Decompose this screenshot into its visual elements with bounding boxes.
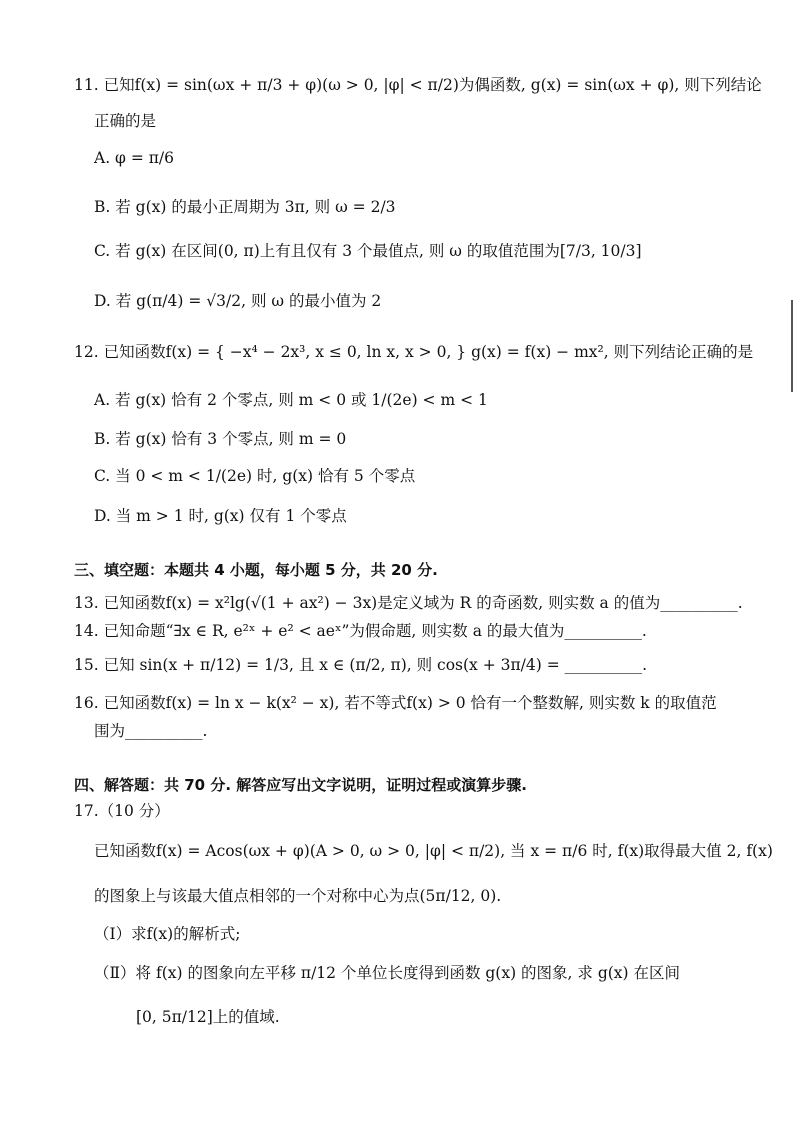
q12-stem: 12. 已知函数f(x) = { −x⁴ − 2x³, x ≤ 0, ln x, x > 0, } g(x) = f(x) − mx², 则下列结论正确的是 — [74, 343, 754, 361]
q12-option-c: C. 当 0 < m < 1/(2e) 时, g(x) 恰有 5 个零点 — [94, 467, 416, 485]
section-3-title: 三、填空题：本题共 4 小题，每小题 5 分，共 20 分. — [74, 561, 438, 579]
q15: 15. 已知 sin(x + π/12) = 1/3, 且 x ∈ (π/2, π), 则 cos(x + 3π/4) = __________. — [74, 656, 648, 674]
q14: 14. 已知命题“∃x ∈ R, e²ˣ + e² < aeˣ”为假命题, 则实数 a 的最大值为__________. — [74, 622, 647, 640]
q12-option-b: B. 若 g(x) 恰有 3 个零点, 则 m = 0 — [94, 430, 347, 448]
q11-stem: 11. 已知f(x) = sin(ωx + π/3 + φ)(ω > 0, |φ| < π/2)为偶函数, g(x) = sin(ωx + φ), 则下列结论 — [74, 76, 762, 94]
q16: 16. 已知函数f(x) = ln x − k(x² − x), 若不等式f(x) > 0 恰有一个整数解, 则实数 k 的取值范 — [74, 694, 717, 712]
q11-option-d: D. 若 g(π/4) = √3/2, 则 ω 的最小值为 2 — [94, 292, 382, 310]
q13: 13. 已知函数f(x) = x²lg(√(1 + ax²) − 3x)是定义域为 R 的奇函数, 则实数 a 的值为__________. — [74, 594, 743, 612]
q11-stem-cont: 正确的是 — [94, 112, 157, 130]
q17-part2: （Ⅱ）将 f(x) 的图象向左平移 π/12 个单位长度得到函数 g(x) 的图象, 求 g(x) 在区间 — [94, 964, 681, 982]
section-4-title: 四、解答题：共 70 分. 解答应写出文字说明，证明过程或演算步骤. — [74, 776, 527, 794]
scan-edge-mark — [791, 300, 793, 392]
q11-option-c: C. 若 g(x) 在区间(0, π)上有且仅有 3 个最值点, 则 ω 的取值范围为[7/3, 10/3] — [94, 242, 642, 260]
q12-option-d: D. 当 m > 1 时, g(x) 仅有 1 个零点 — [94, 507, 347, 525]
q11-option-a: A. φ = π/6 — [94, 149, 175, 167]
q17-part1: （Ⅰ）求f(x)的解析式; — [94, 925, 241, 943]
q11-option-b: B. 若 g(x) 的最小正周期为 3π, 则 ω = 2/3 — [94, 198, 396, 216]
q17-line1: 已知函数f(x) = Acos(ωx + φ)(A > 0, ω > 0, |φ| < π/2), 当 x = π/6 时, f(x)取得最大值 2, f(x) — [94, 842, 773, 860]
q17-line2: 的图象上与该最大值点相邻的一个对称中心为点(5π/12, 0). — [94, 887, 502, 905]
q17-header: 17.（10 分） — [74, 802, 170, 820]
q16-cont: 围为__________. — [94, 722, 208, 740]
q17-part2-cont: [0, 5π/12]上的值域. — [136, 1008, 280, 1026]
q12-option-a: A. 若 g(x) 恰有 2 个零点, 则 m < 0 或 1/(2e) < m < 1 — [94, 391, 488, 409]
